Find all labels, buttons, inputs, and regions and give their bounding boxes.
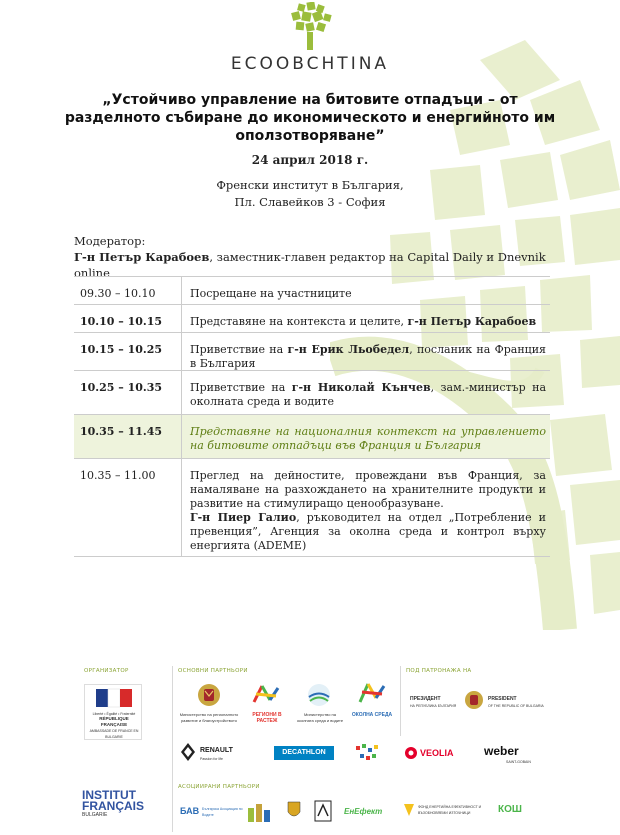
renault-sub: Passion for life [200,757,223,761]
president-en-sub: OF THE REPUBLIC OF BULGARIA [488,704,544,708]
agenda-row [74,305,550,333]
president-en: PRESIDENT [488,696,517,702]
municipality-crest-icon [286,800,302,822]
agenda-text: Представяне на националния контекст на управлението на битовите отпадъци във Франция и България [190,425,546,452]
agenda-time: 10.25 – 10.35 [74,371,182,414]
veolia-label: VEOLIA [420,748,454,758]
ministry-environment-logo-icon [306,682,332,708]
agenda-time: 10.10 – 10.15 [74,305,182,332]
agenda-row [74,277,550,305]
renault-logo-icon [180,742,196,762]
agenda-text-main: Приветствие на [190,381,292,394]
agenda-time: 10.35 – 11.45 [74,415,182,458]
organizer-label: ОРГАНИЗАТОР [84,668,129,674]
divider [400,666,401,736]
ministry-regional-name: Министерство на регионалното развитие и благоустройството [179,712,239,723]
energy-fund-name: ФОНД ЕНЕРГИЙНА ЕФЕКТИВНОСТ И ВЪЗОБНОВЯЕМИ ИЗТОЧНИЦИ [418,805,482,815]
agenda-text [182,371,550,414]
bab-sub: Българска Асоциация по Водите [202,807,243,817]
bulgarie-word: BULGARIE [82,812,108,818]
rf-name: RÉPUBLIQUE FRANÇAISE [99,716,129,727]
moderator-role: , заместник-главен редактор на Capital Daily и Dnevnik online [74,250,546,280]
kosh-label: КОШ [498,804,522,815]
venue-line-2: Пл. Славейков 3 - София [234,195,386,209]
agenda-text-main: Приветствие на [190,343,288,356]
bab-label: БАВ [180,806,200,816]
associated-label: АСОЦИИРАНИ ПАРТНЬОРИ [178,784,260,790]
partners-label: ОСНОВНИ ПАРТНЬОРИ [178,668,248,674]
regions-label: РЕГИОНИ В РАСТЕЖ [252,712,282,724]
agenda-text-after: , посланик на Франция в България [190,343,546,370]
agenda-row-highlight [74,415,550,459]
agenda-row [74,371,550,415]
environment-program-logo-icon [354,680,388,708]
president-seal-icon [464,690,484,710]
francais-word: FRANÇAIS [82,799,144,813]
page-title: „Устойчиво управление на битовите отпадъци – от разделното събиране до икономическото и енергийното им оползотворяване” [64,92,556,144]
president-bg-sub: НА РЕПУБЛИКА БЪЛГАРИЯ [410,704,457,708]
network-logo-icon [352,742,386,766]
event-date: 24 април 2018 г. [251,153,369,167]
rf-motto: Liberté • Égalité • Fraternité [92,712,136,716]
agenda-text: Посрещане на участниците [190,287,352,300]
agenda-text [182,333,550,370]
speaker-name: г-н Ерик Льобедел [287,343,410,356]
partner-mark-icon [314,800,332,822]
institut-francais-logo [82,790,144,819]
agenda-time: 10.15 – 10.25 [74,333,182,370]
agenda-text-main: Преглед на дейностите, провеждани във Франция, за намаляване на разхождането на хранителните продукти и развитие на стимулиращо ценообразуване. [190,469,546,510]
decathlon-logo: DECATHLON [274,746,334,760]
republique-francaise-logo [84,684,142,740]
agenda-time: 09.30 – 10.10 [74,277,182,304]
divider [172,666,173,832]
agenda-text-after: , зам.-министър на околната среда и водите [190,381,546,408]
agenda-text-after: , ръководител на отдел „Потребление и превенция”, Агенция за околна среда и контрол върху енергията (ADEME) [190,511,546,552]
speaker-name: Г-н Пиер Галио [190,511,297,524]
embassy-name: AMBASSADE DE FRANCE EN BULGARIE [89,729,139,739]
institut-word: INSTITUT [82,788,136,802]
environment-label: ОКОЛНА СРЕДА [351,712,393,718]
ministry-environment-name: Министерство на околната среда и водите [296,712,344,723]
moderator-label: Модератор: [74,234,146,248]
president-bg: ПРЕЗИДЕНТ [410,696,441,702]
agenda-text [182,459,550,556]
enefekt-label: ЕнЕфект [344,807,383,816]
coat-of-arms-icon [196,682,222,708]
agenda-row [74,459,550,557]
event-venue [0,177,620,211]
marianne-flag-icon [86,687,142,709]
patronage-label: ПОД ПАТРОНАЖА НА [406,668,472,674]
weber-label: weber [484,744,519,758]
regions-growth-logo-icon [248,682,284,708]
speaker-name: г-н Петър Карабоев [407,315,537,328]
sponsors-footer [80,660,550,835]
agenda-table [74,276,550,557]
energy-fund-logo-icon [402,802,416,818]
agenda-row [74,333,550,371]
agenda-text [182,305,550,332]
moderator-name: Г-н Петър Карабоев [74,250,210,264]
venue-line-1: Френски институт в България, [216,178,404,192]
brand-name: ECOOBCHTINA [230,54,390,74]
weber-sub: SAINT-GOBAIN [506,760,531,764]
association-logo-icon [246,800,272,824]
speaker-name: г-н Николай Кънчев [291,381,431,394]
renault-label: RENAULT [200,747,233,754]
agenda-text-main: Представяне на контекста и целите, [190,315,408,328]
tree-logo-icon [280,2,340,52]
moderator [74,233,574,281]
agenda-time: 10.35 – 11.00 [74,459,182,556]
veolia-logo-icon [404,746,418,760]
